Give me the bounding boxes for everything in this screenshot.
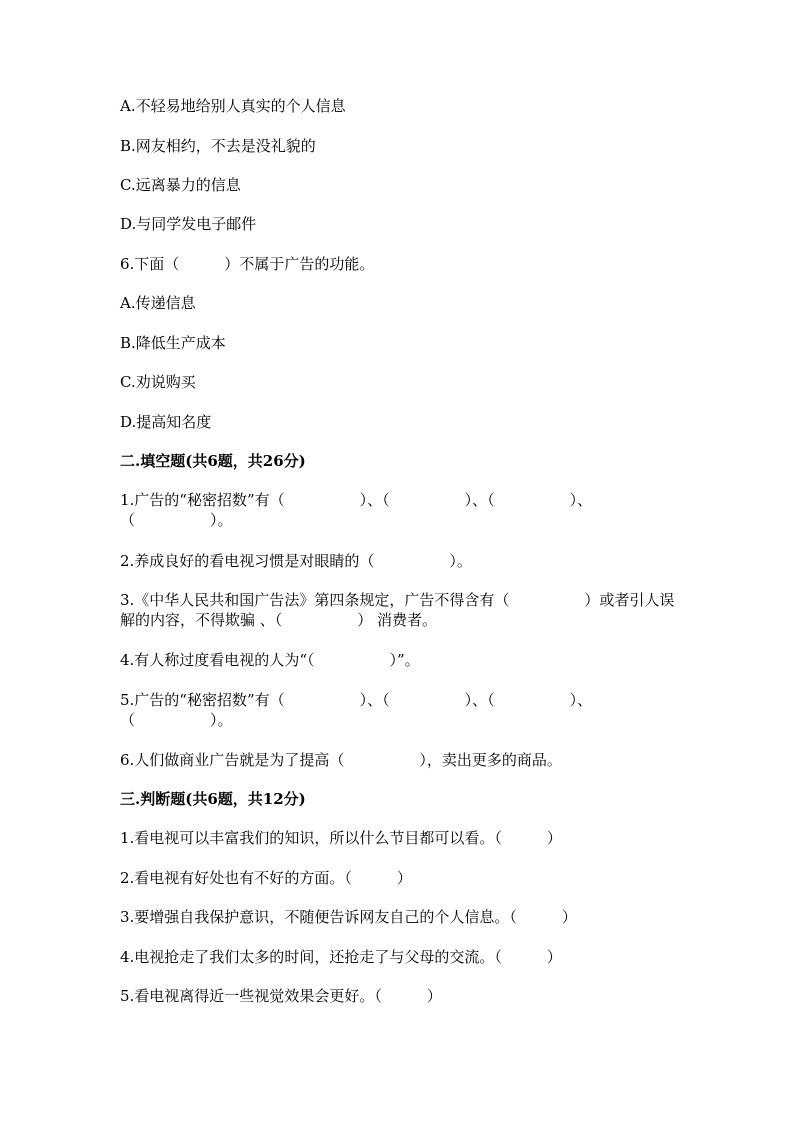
q5-option-a: A.不轻易地给别人真实的个人信息 — [120, 97, 346, 115]
fill-blank-item-3: 3.《中华人民共和国广告法》第四条规定，广告不得含有（ ）或者引人误解的内容，不得欺骗 、（ ） 消费者。 — [120, 591, 675, 629]
fill-blank-item-2: 2.养成良好的看电视习惯是对眼睛的（ ）。 — [120, 552, 472, 570]
section-heading-fill-blank: 二.填空题(共6题，共26分) — [120, 452, 306, 470]
q6-option-c: C.劝说购买 — [120, 373, 196, 391]
true-false-item-4: 4.电视抢走了我们太多的时间，还抢走了与父母的交流。（ ） — [120, 948, 562, 966]
q6-option-d: D.提高知名度 — [120, 413, 212, 431]
q6-stem: 6.下面（ ）不属于广告的功能。 — [120, 255, 375, 273]
q6-option-a: A.传递信息 — [120, 294, 196, 312]
true-false-item-1: 1.看电视可以丰富我们的知识，所以什么节目都可以看。（ ） — [120, 829, 562, 847]
q6-option-b: B.降低生产成本 — [120, 334, 226, 352]
q5-option-c: C.远离暴力的信息 — [120, 176, 241, 194]
fill-blank-item-6: 6.人们做商业广告就是为了提高（ ），卖出更多的商品。 — [120, 751, 562, 769]
q5-option-d: D.与同学发电子邮件 — [120, 215, 257, 233]
fill-blank-item-1: 1.广告的“秘密招数”有（ ）、（ ）、（ ）、（ ）。 — [120, 491, 593, 529]
true-false-item-2: 2.看电视有好处也有不好的方面。（ ） — [120, 869, 412, 887]
q5-option-b: B.网友相约，不去是没礼貌的 — [120, 137, 316, 155]
fill-blank-item-4: 4.有人称过度看电视的人为“（ ）”。 — [120, 651, 420, 669]
fill-blank-item-5: 5.广告的“秘密招数”有（ ）、（ ）、（ ）、（ ）。 — [120, 691, 593, 729]
section-heading-true-false: 三.判断题(共6题，共12分) — [120, 790, 306, 808]
true-false-item-5: 5.看电视离得近一些视觉效果会更好。（ ） — [120, 987, 442, 1005]
true-false-item-3: 3.要增强自我保护意识，不随便告诉网友自己的个人信息。（ ） — [120, 908, 577, 926]
